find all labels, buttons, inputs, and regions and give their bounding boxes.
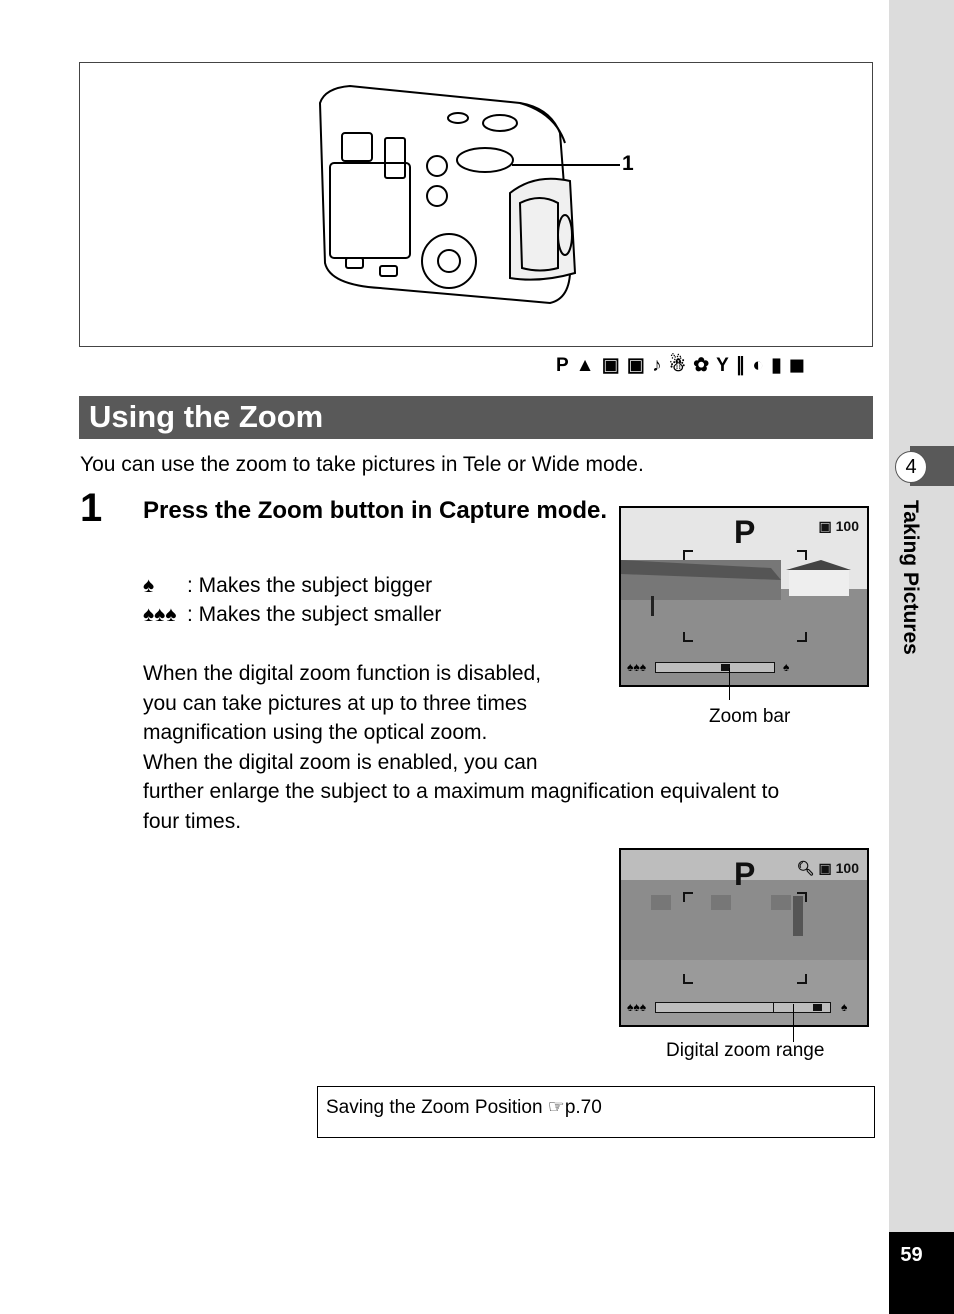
callout-number: 1	[622, 152, 634, 175]
tele-description	[143, 571, 432, 601]
mode-indicator: P	[734, 514, 756, 550]
paragraph-line: further enlarge the subject to a maximum magnification equivalent to	[143, 780, 780, 803]
af-frame-corner	[797, 632, 807, 642]
intro-text: You can use the zoom to take pictures in Tele or Wide mode.	[80, 453, 644, 476]
wide-icon: ♠♠♠	[143, 603, 177, 626]
zoom-bar	[655, 1002, 831, 1013]
card-icon: ▣	[818, 518, 836, 534]
tele-text: : Makes the subject bigger	[187, 574, 433, 597]
wide-icon: ♠♠♠	[627, 1000, 647, 1014]
wide-text: : Makes the subject smaller	[187, 603, 442, 626]
chapter-number: 4	[895, 451, 927, 483]
paragraph-line: magnification using the optical zoom.	[143, 721, 488, 744]
af-frame-corner	[683, 550, 693, 560]
mode-indicator: P	[734, 856, 756, 892]
paragraph-line: four times.	[143, 809, 242, 833]
paragraph-line: you can take pictures at up to three times	[143, 691, 528, 715]
camera-illustration	[80, 63, 872, 346]
zoom-magnifier-icon: 🔍︎	[796, 860, 819, 876]
digital-zoom-leader	[793, 1004, 794, 1042]
af-frame-corner	[797, 892, 807, 902]
zoom-bar-leader	[729, 668, 730, 700]
page-number: 59	[900, 1244, 923, 1266]
af-frame-corner	[797, 550, 807, 560]
step-number: 1	[80, 486, 103, 530]
lcd-screen-tele	[619, 506, 869, 687]
zoom-bar-knob	[813, 1004, 822, 1011]
tele-icon: ♠	[783, 660, 790, 674]
digital-range-divider	[773, 1003, 774, 1012]
af-frame-corner	[683, 632, 693, 642]
shots-count: 100	[835, 860, 859, 876]
shots-remaining	[819, 518, 859, 535]
callout-line	[512, 164, 620, 166]
lcd-screen-digital	[619, 848, 869, 1027]
af-frame-corner	[683, 892, 693, 902]
af-frame-corner	[797, 974, 807, 984]
wide-description	[143, 600, 441, 630]
paragraph-line: When the digital zoom is enabled, you can	[143, 750, 538, 774]
tele-icon: ♠	[841, 1000, 848, 1014]
digital-zoom-label: Digital zoom range	[666, 1040, 825, 1061]
paragraph-line: When the digital zoom function is disabled,	[143, 662, 542, 685]
shots-remaining	[797, 860, 859, 877]
step-title: Press the Zoom button in Capture mode.	[143, 497, 608, 524]
camera-figure	[79, 62, 873, 347]
section-heading: Using the Zoom	[89, 399, 324, 434]
zoom-bar	[655, 662, 775, 673]
mode-icons: P ▲ ▣ ▣ ♪ ☃ ✿ Y ∥ ◐ ▮ ◼	[556, 355, 806, 376]
shots-count: 100	[835, 518, 859, 534]
chapter-title: Taking Pictures	[899, 500, 922, 655]
zoom-bar-label: Zoom bar	[709, 706, 791, 727]
wide-icon: ♠♠♠	[627, 660, 647, 674]
card-icon: ▣	[818, 860, 836, 876]
af-frame-corner	[683, 974, 693, 984]
tele-icon: ♠	[143, 574, 155, 597]
reference-link[interactable]: Saving the Zoom Position ☞p.70	[326, 1097, 602, 1118]
